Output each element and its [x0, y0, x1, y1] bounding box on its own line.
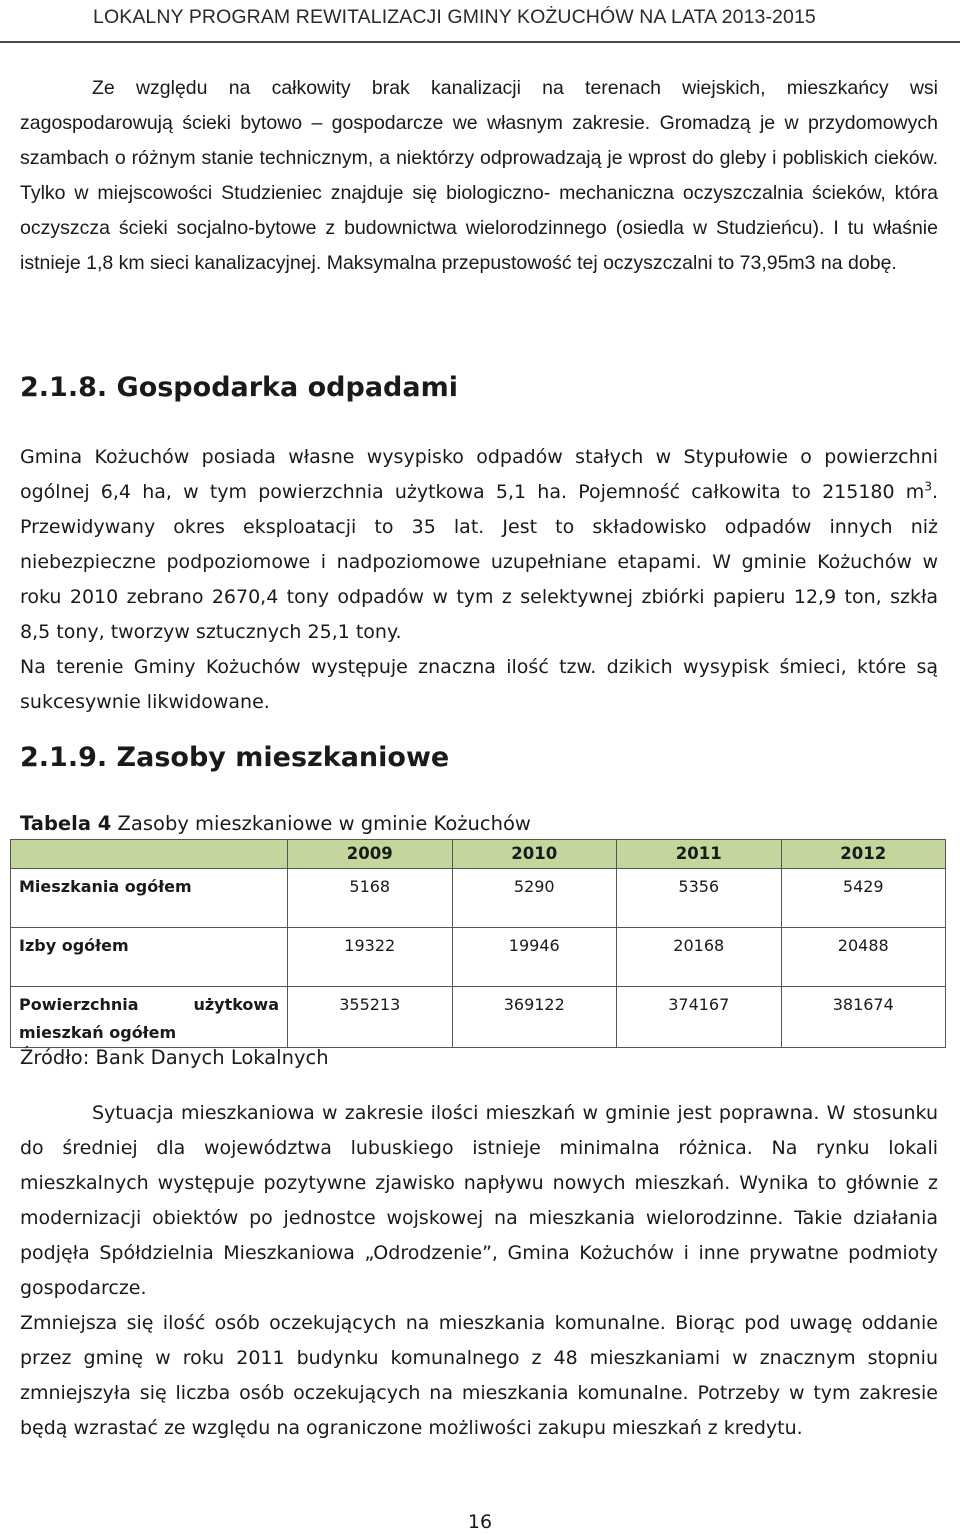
paragraph-waste	[20, 440, 938, 650]
table-cell: 381674	[781, 987, 946, 1048]
paragraph-waste-rest: . Przewidywany okres eksploatacji to 35 lat. Jest to składowisko odpadów innych niż niebezpieczne podpoziomowe i nadpoziomowe uzupełniane etapami. W gminie Kożuchów w roku 2010 zebrano 2670,4 tony odpadów w tym z selektywnej zbiórki papieru 12,9 ton, szkła 8,5 tony, tworzyw sztucznych 25,1 tony.	[20, 481, 938, 643]
paragraph-housing-situation: Sytuacja mieszkaniowa w zakresie ilości mieszkań w gminie jest poprawna. W stosunku do średniej dla województwa lubuskiego istnieje minimalna różnica. Na rynku lokali mieszkalnych występuje pozytywne zjawisko napływu nowych mieszkań. Wynika to głównie z modernizacji obiektów po jednostce wojskowej na mieszkania wielorodzinne. Takie działania podjęła Spółdzielnia Mieszkaniowa „Odrodzenie”, Gmina Kożuchów i inne prywatne podmioty gospodarcze.	[20, 1102, 938, 1299]
header-title: LOKALNY PROGRAM REWITALIZACJI GMINY KOŻUCHÓW NA LATA 2013-2015	[93, 6, 816, 28]
housing-table	[10, 839, 946, 1048]
table-cell: 5168	[288, 869, 453, 928]
table-row	[11, 987, 946, 1048]
section-heading-waste: 2.1.8. Gospodarka odpadami	[20, 372, 458, 403]
table-cell: 20488	[781, 928, 946, 987]
superscript-cubic: 3	[924, 479, 932, 494]
table-cell: 5290	[452, 869, 617, 928]
table-row	[11, 869, 946, 928]
table-row-label: Powierzchnia użytkowa mieszkań ogółem	[11, 987, 288, 1048]
table-header-empty	[11, 840, 288, 869]
table-header-year: 2009	[288, 840, 453, 869]
table-cell: 355213	[288, 987, 453, 1048]
table-header-year: 2012	[781, 840, 946, 869]
paragraph-sewage: Ze względu na całkowity brak kanalizacji na terenach wiejskich, mieszkańcy wsi zagospodarowują ścieki bytowo – gospodarcze we własnym zakresie. Gromadzą je w przydomowych szambach o różnym stanie technicznym, a niektórzy odprowadzają je wprost do gleby i pobliskich cieków. Tylko w miejscowości Studzieniec znajduje się biologiczno- mechaniczna oczyszczalnia ścieków, która oczyszcza ścieki socjalno-bytowe z budownictwa wielorodzinnego (osiedla w Studzieńcu). I tu właśnie istnieje 1,8 km sieci kanalizacyjnej. Maksymalna przepustowość tej oczyszczalni to 73,95m3 na dobę.	[20, 77, 938, 274]
page-header	[0, 0, 960, 43]
paragraph-illegal-dumps: Na terenie Gminy Kożuchów występuje znaczna ilość tzw. dzikich wysypisk śmieci, które są sukcesywnie likwidowane.	[20, 656, 938, 713]
table-row	[11, 928, 946, 987]
table-cell: 369122	[452, 987, 617, 1048]
table-row-label: Izby ogółem	[11, 928, 288, 987]
table-cell: 374167	[617, 987, 782, 1048]
table-cell: 20168	[617, 928, 782, 987]
table-cell: 19946	[452, 928, 617, 987]
table-cell: 19322	[288, 928, 453, 987]
table-header-year: 2011	[617, 840, 782, 869]
page-number: 16	[467, 1511, 493, 1533]
table-caption-number: Tabela 4	[20, 812, 112, 835]
paragraph-municipal-housing: Zmniejsza się ilość osób oczekujących na mieszkania komunalne. Biorąc pod uwagę oddanie przez gminę w roku 2011 budynku komunalnego z 48 mieszkaniami w znacznym stopniu zmniejszyła się liczba osób oczekujących na mieszkania komunalne. Potrzeby w tym zakresie będą wzrastać ze względu na ograniczone możliwości zakupu mieszkań z kredytu.	[20, 1312, 938, 1439]
paragraph-waste-main: Gmina Kożuchów posiada własne wysypisko odpadów stałych w Stypułowie o powierzchni ogólnej 6,4 ha, w tym powierzchnia użytkowa 5,1 ha. Pojemność całkowita to 215180 m	[20, 446, 938, 503]
table-header-row	[11, 840, 946, 869]
table-header-year: 2010	[452, 840, 617, 869]
table-cell: 5356	[617, 869, 782, 928]
table-source: Źródło: Bank Danych Lokalnych	[20, 1046, 329, 1069]
section-heading-housing: 2.1.9. Zasoby mieszkaniowe	[20, 742, 450, 773]
table-caption-text: Zasoby mieszkaniowe w gminie Kożuchów	[111, 812, 531, 835]
table-cell: 5429	[781, 869, 946, 928]
table-caption	[20, 812, 531, 835]
table-row-label: Mieszkania ogółem	[11, 869, 288, 928]
